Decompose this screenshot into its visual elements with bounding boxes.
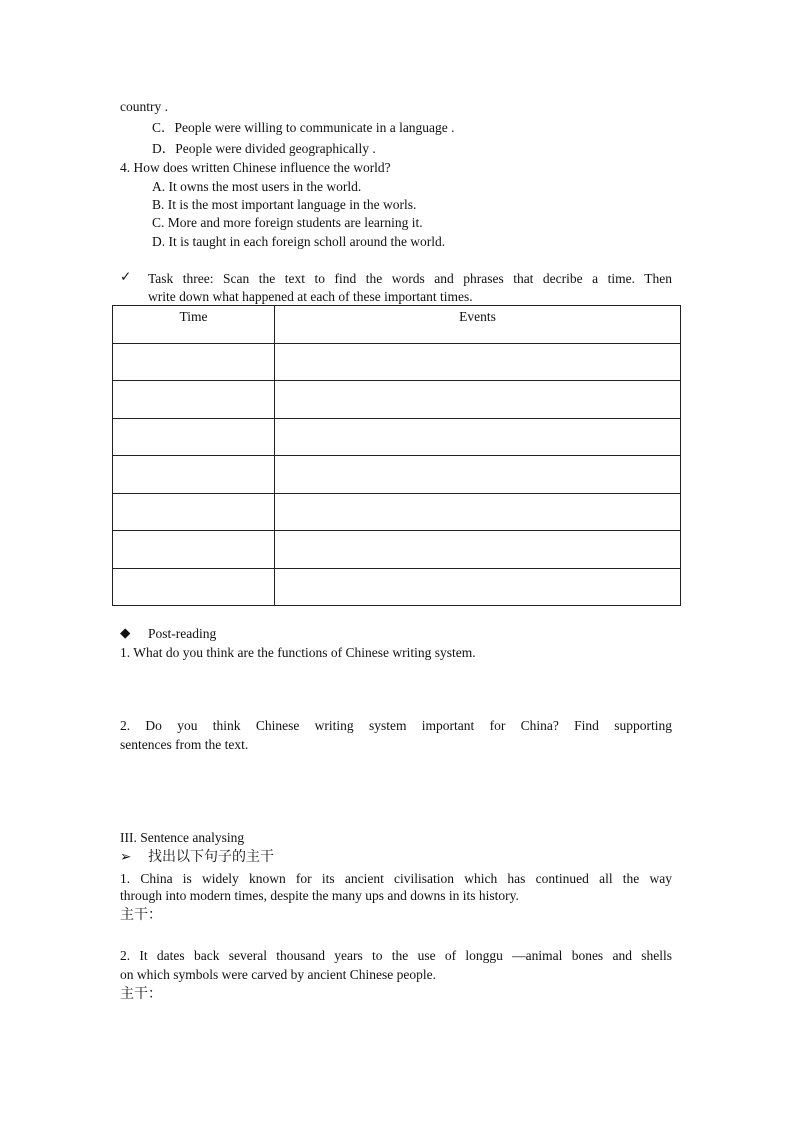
- event-cell[interactable]: [275, 531, 681, 569]
- arrow-bullet-icon: ➢: [120, 849, 132, 864]
- checkmark-icon: ✓: [120, 269, 132, 284]
- q4-option-c: C. More and more foreign students are learning it.: [152, 215, 423, 230]
- event-cell[interactable]: [275, 493, 681, 531]
- task-three-line-2: write down what happened at each of these important times.: [148, 289, 473, 304]
- post-reading-heading: Post-reading: [148, 626, 217, 641]
- events-column-header: Events: [275, 306, 681, 344]
- time-cell[interactable]: [113, 493, 275, 531]
- table-row: [113, 493, 681, 531]
- table-row: [113, 343, 681, 381]
- q3-text-tail: country .: [120, 99, 168, 114]
- time-cell[interactable]: [113, 343, 275, 381]
- table-row: [113, 381, 681, 419]
- sentence-1-answer-label: 主干：: [120, 907, 162, 923]
- event-cell[interactable]: [275, 343, 681, 381]
- time-cell[interactable]: [113, 418, 275, 456]
- time-events-table: [112, 305, 681, 606]
- event-cell[interactable]: [275, 456, 681, 494]
- sentence-2-line-2: on which symbols were carved by ancient Chinese people.: [120, 967, 437, 982]
- event-cell[interactable]: [275, 418, 681, 456]
- post-reading-q2-line-1: 2. Do you think Chinese writing system important for China? Find supporting: [120, 718, 672, 733]
- table-row: [113, 568, 681, 606]
- diamond-bullet-icon: ◆: [120, 625, 131, 640]
- time-column-header: Time: [113, 306, 275, 344]
- sentence-1-line-1: 1. China is widely known for its ancient civilisation which has continued all the way: [120, 871, 672, 886]
- q4-option-a: A. It owns the most users in the world.: [152, 179, 362, 194]
- post-reading-q1: 1. What do you think are the functions of Chinese writing system.: [120, 645, 476, 660]
- event-cell[interactable]: [275, 381, 681, 419]
- post-reading-q2-line-2: sentences from the text.: [120, 737, 249, 752]
- time-cell[interactable]: [113, 531, 275, 569]
- q4-question: 4. How does written Chinese influence the world?: [120, 160, 391, 175]
- time-cell[interactable]: [113, 568, 275, 606]
- event-cell[interactable]: [275, 568, 681, 606]
- table-header-row: [113, 306, 681, 344]
- sentence-instruction: 找出以下句子的主干: [148, 849, 274, 865]
- time-cell[interactable]: [113, 381, 275, 419]
- task-three-line-1: Task three: Scan the text to find the words and phrases that decribe a time. Then: [148, 271, 672, 286]
- q4-option-b: B. It is the most important language in the worls.: [152, 197, 417, 212]
- q3-option-c: C．People were willing to communicate in a language .: [152, 120, 455, 135]
- q3-option-d: D．People were divided geographically .: [152, 141, 376, 156]
- q4-option-d: D. It is taught in each foreign scholl around the world.: [152, 234, 446, 249]
- sentence-2-answer-label: 主干：: [120, 986, 162, 1002]
- table-row: [113, 531, 681, 569]
- table-row: [113, 456, 681, 494]
- time-cell[interactable]: [113, 456, 275, 494]
- sentence-2-line-1: 2. It dates back several thousand years to the use of longgu —animal bones and shells: [120, 948, 672, 963]
- table-row: [113, 418, 681, 456]
- sentence-1-line-2: through into modern times, despite the many ups and downs in its history.: [120, 888, 519, 903]
- sentence-analysing-heading: III. Sentence analysing: [120, 830, 245, 845]
